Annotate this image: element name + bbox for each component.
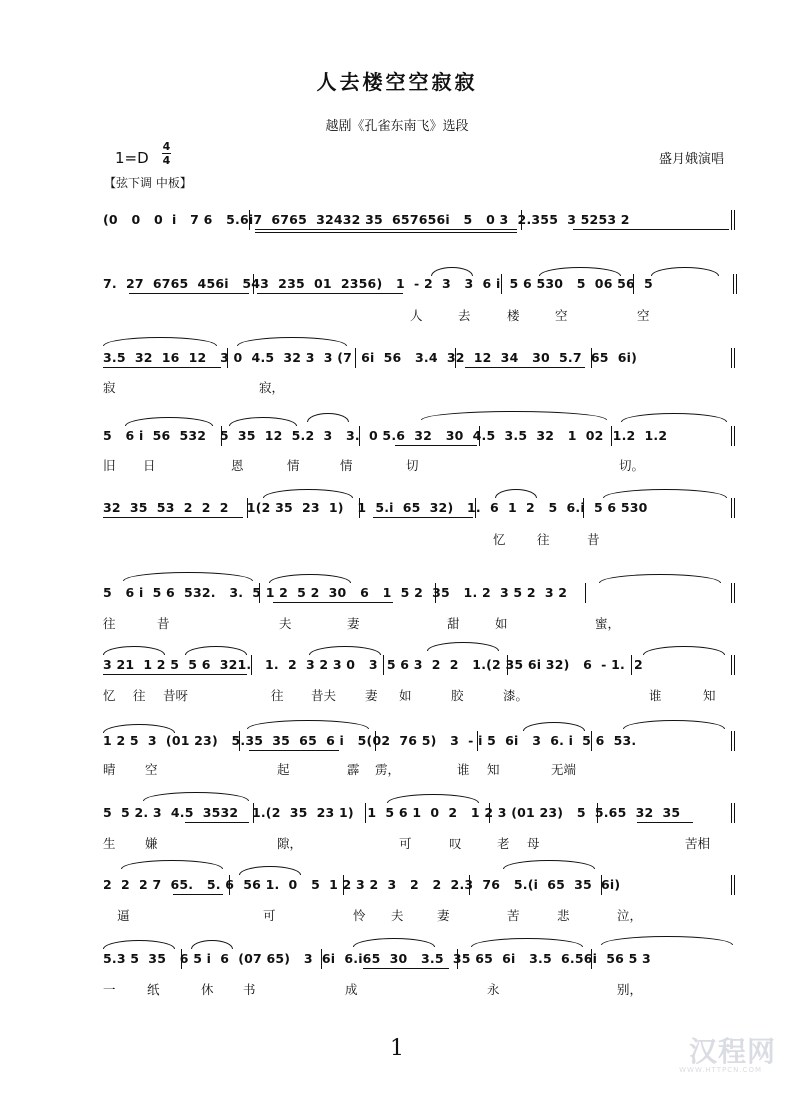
bar-lines-row-3: [103, 345, 737, 371]
bar-line: [591, 348, 592, 368]
bar-line: [359, 426, 360, 446]
lyric-char: 妻: [347, 616, 360, 631]
lyrics-row-5: [103, 530, 737, 546]
lyrics-row-10: [103, 906, 737, 922]
lyric-char: 雳，: [375, 762, 401, 777]
notation-line: 3 21 1 2 5 5 6 321. 1. 2 3 2 3 0 3 5 6 3 2 2 1.(2 35 6i 32) 6 - 1. 2: [103, 657, 643, 672]
lyric-char: 切: [406, 458, 419, 473]
bar-line: [229, 875, 230, 895]
lyric-char: 妻: [365, 688, 378, 703]
bar-line: [611, 426, 612, 446]
slur-mark: [387, 794, 479, 803]
lyric-char: 胶: [451, 688, 464, 703]
bar-lines-row-8: [103, 728, 737, 754]
slur-mark: [269, 574, 351, 583]
lyric-char: 怜: [353, 908, 366, 923]
lyric-char: 甜: [447, 616, 460, 631]
bar-line: [583, 498, 584, 518]
lyric-char: 昔夫: [311, 688, 337, 703]
lyric-char: 夫: [391, 908, 404, 923]
notation-line: 1 2 5 3 (01 23) 5.35 35 65 6 i 5(02 76 5) 3 - i 5 6i 3 6. i 5 6 53.: [103, 733, 637, 748]
slur-mark: [103, 724, 175, 733]
singer-credit: 盛月娥演唱: [658, 152, 724, 167]
lyric-char: 昔: [157, 616, 170, 631]
lyric-char: 纸: [147, 982, 160, 997]
slur-mark: [123, 572, 253, 581]
lyric-char: 谁: [457, 762, 470, 777]
bar-line: [247, 498, 248, 518]
beam-underline: [637, 822, 693, 823]
lyric-char: 空: [145, 762, 158, 777]
slur-mark: [263, 489, 353, 498]
bar-line: [469, 875, 470, 895]
bar-line: [253, 274, 254, 294]
notation-line: 7. 27 6765 456i 543 235 01 2356) 1 - 2 3 3 6 i 5 6 530 5 06 56 5: [103, 276, 653, 291]
lyric-char: 忆: [103, 688, 116, 703]
slur-mark: [523, 722, 585, 731]
lyric-char: 可: [399, 836, 412, 851]
slur-mark: [539, 267, 621, 276]
lyric-char: 霹: [347, 762, 360, 777]
beam-underline: [103, 367, 221, 368]
lyric-char: 知: [703, 688, 716, 703]
slur-mark: [309, 646, 381, 655]
bar-line: [457, 949, 458, 969]
lyric-char: 人: [410, 308, 423, 323]
bar-line: [343, 875, 344, 895]
bar-line-end: [731, 348, 735, 368]
key-signature: 1=D: [115, 149, 149, 167]
bar-line-end: [731, 210, 735, 230]
lyric-char: 寂: [103, 380, 116, 395]
score-title: 人去楼空空寂寂: [316, 70, 478, 94]
bar-lines-row-2: [103, 271, 737, 297]
lyrics-row-6: [103, 614, 737, 630]
bar-line: [633, 274, 634, 294]
bar-line: [477, 731, 478, 751]
beam-underline: [363, 968, 449, 969]
slur-mark: [143, 792, 249, 801]
lyric-char: 夫: [279, 616, 292, 631]
lyric-char: 往: [103, 616, 116, 631]
bar-line: [239, 731, 240, 751]
bar-lines-row-1: [103, 207, 737, 233]
beam-underline: [103, 674, 247, 675]
lyric-char: 昔: [587, 532, 600, 547]
time-signature: [162, 141, 171, 166]
bar-line-end: [731, 875, 735, 895]
lyric-char: 旧: [103, 458, 116, 473]
page-number: 1: [390, 1036, 404, 1061]
lyric-char: 谁: [649, 688, 662, 703]
lyric-char: 可: [263, 908, 276, 923]
bar-line: [435, 583, 436, 603]
tempo-marking: 【弦下调 中板】: [104, 176, 192, 190]
beam-underline: [255, 232, 517, 233]
beam-underline: [395, 445, 477, 446]
slur-mark: [503, 860, 595, 869]
bar-line-end: [731, 803, 735, 823]
beam-underline: [185, 822, 249, 823]
bar-line: [489, 803, 490, 823]
beam-underline: [129, 293, 249, 294]
bar-lines-row-4: [103, 423, 737, 449]
watermark-url: WWW.HTTPCN.COM: [679, 1066, 762, 1074]
lyric-char: 忆: [493, 532, 506, 547]
bar-line: [597, 803, 598, 823]
bar-line-end: [731, 426, 735, 446]
bar-line: [501, 274, 502, 294]
beam-underline: [273, 602, 393, 603]
lyric-char: 一: [103, 982, 116, 997]
slur-mark: [603, 489, 727, 498]
notation-line: 5.3 5 35 6 5 i 6 (07 65) 3 6i 6.i65 30 3.5 35 65 6i 3.5 6.56i 56 5 3: [103, 951, 651, 966]
bar-line: [321, 949, 322, 969]
bar-line: [591, 949, 592, 969]
beam-underline: [573, 229, 729, 230]
slur-mark: [103, 337, 217, 346]
lyrics-row-11: [103, 980, 737, 996]
notation-line: 32 35 53 2 2 2 1(2 35 23 1) 1 5.i 65 32) 1. 6 1 2 5 6.i 5 6 530: [103, 500, 648, 515]
slur-mark: [237, 337, 347, 346]
slur-mark: [421, 411, 607, 420]
lyric-char: 逼: [117, 908, 130, 923]
lyrics-row-9: [103, 834, 737, 850]
lyric-char: 泣，: [617, 908, 643, 923]
bar-line: [507, 655, 508, 675]
lyric-char: 往: [133, 688, 146, 703]
lyric-char: 休: [201, 982, 214, 997]
bar-lines-row-6: [103, 580, 737, 606]
slur-mark: [651, 267, 719, 276]
slur-mark: [103, 646, 165, 655]
lyric-char: 情: [287, 458, 300, 473]
slur-mark: [643, 646, 725, 655]
slur-mark: [229, 417, 297, 426]
slur-mark: [103, 940, 175, 949]
beam-underline: [465, 367, 585, 368]
lyric-char: 苦相: [685, 836, 711, 851]
lyric-char: 老: [497, 836, 510, 851]
lyric-char: 书: [243, 982, 256, 997]
bar-line-end: [731, 731, 735, 751]
beam-underline: [373, 517, 473, 518]
bar-line: [383, 655, 384, 675]
notation-line: (0 0 0 i 7 6 5.6i7 6765 32432 35 657656i 5 0 3 2.355 3 5253 2: [103, 212, 630, 227]
lyric-char: 空: [637, 308, 650, 323]
lyric-char: 知: [487, 762, 500, 777]
slur-mark: [191, 940, 233, 949]
lyric-char: 如: [399, 688, 412, 703]
slur-mark: [431, 267, 473, 276]
bar-line-end: [731, 498, 735, 518]
bar-lines-row-7: [103, 652, 737, 678]
bar-line: [359, 498, 360, 518]
beam-underline: [249, 750, 339, 751]
slur-mark: [495, 489, 537, 498]
slur-mark: [307, 413, 349, 422]
lyric-char: 生: [103, 836, 116, 851]
slur-mark: [471, 938, 583, 947]
bar-line: [259, 583, 260, 603]
bar-line: [479, 426, 480, 446]
bar-line: [521, 210, 522, 230]
lyric-char: 如: [495, 616, 508, 631]
bar-line-end: [731, 583, 735, 603]
lyrics-row-3: [103, 378, 737, 394]
bar-lines-row-9: [103, 800, 737, 826]
slur-mark: [599, 574, 721, 583]
notation-line: 5 5 2. 3 4.5 3532 1.(2 35 23 1) 1 5 6 1 0 2 1 2 3 (01 23) 5 5.65 32 35: [103, 805, 681, 820]
slur-mark: [601, 936, 733, 945]
lyric-char: 漆。: [503, 688, 529, 703]
lyric-char: 切。: [619, 458, 645, 473]
bar-line: [249, 210, 250, 230]
lyric-char: 妻: [437, 908, 450, 923]
bar-lines-row-11: [103, 946, 737, 972]
bar-line: [355, 348, 356, 368]
lyric-char: 日: [143, 458, 156, 473]
beam-underline: [255, 229, 517, 230]
slur-mark: [623, 720, 725, 729]
beam-underline: [173, 894, 223, 895]
lyrics-row-4: [103, 456, 737, 472]
bar-line: [585, 583, 586, 603]
lyric-char: 楼: [507, 308, 520, 323]
lyric-char: 蜜，: [595, 616, 621, 631]
lyric-char: 叹: [449, 836, 462, 851]
slur-mark: [621, 413, 727, 422]
notation-line: 5 6 i 5 6 532. 3. 5 1 2 5 2 30 6 1 5 2 35 1. 2 3 5 2 3 2: [103, 585, 568, 600]
bar-line-end: [733, 274, 737, 294]
lyrics-row-2: [103, 306, 737, 322]
lyrics-row-7: [103, 686, 737, 702]
lyrics-row-8: [103, 760, 737, 776]
notation-line: 5 6 i 56 532 5 35 12 5.2 3 3. 0 5.6 32 30 4.5 3.5 32 1 02 1.2 1.2: [103, 428, 668, 443]
slur-mark: [185, 646, 247, 655]
lyric-char: 起: [277, 762, 290, 777]
lyric-char: 去: [458, 308, 471, 323]
lyric-char: 空: [555, 308, 568, 323]
beam-underline: [257, 293, 403, 294]
lyric-char: 恩: [231, 458, 244, 473]
bar-line-end: [731, 655, 735, 675]
notation-line: 2 2 2 7 65. 5. 6 56 1. 0 5 1 2 3 2 3 2 2 2.3 76 5.(i 65 35 6i): [103, 877, 621, 892]
lyric-char: 无端: [551, 762, 577, 777]
slur-mark: [247, 720, 369, 729]
lyric-char: 母: [527, 836, 540, 851]
bar-line: [227, 348, 228, 368]
lyric-char: 成: [345, 982, 358, 997]
watermark-logo: 汉程网: [688, 1035, 776, 1068]
lyric-char: 昔呀: [163, 688, 189, 703]
lyric-char: 别，: [617, 982, 643, 997]
bar-line: [601, 875, 602, 895]
bar-line: [365, 803, 366, 823]
score-subtitle: 越剧《孔雀东南飞》选段: [325, 119, 469, 134]
slur-mark: [239, 866, 301, 875]
lyric-char: 寂，: [259, 380, 285, 395]
bar-line: [455, 348, 456, 368]
lyric-char: 嫌: [145, 836, 158, 851]
bar-line: [591, 731, 592, 751]
bar-lines-row-10: [103, 872, 737, 898]
slur-mark: [353, 938, 435, 947]
lyric-char: 苦: [507, 908, 520, 923]
bar-line: [181, 949, 182, 969]
bar-lines-row-5: [103, 495, 737, 521]
beam-underline: [103, 517, 243, 518]
lyric-char: 悲: [557, 908, 570, 923]
bar-line: [221, 426, 222, 446]
notation-line: 3.5 32 16 12 3 0 4.5 32 3 3 (7 6i 56 3.4 32 12 34 30 5.7 65 6i): [103, 350, 638, 365]
lyric-char: 晴: [103, 762, 116, 777]
lyric-char: 情: [340, 458, 353, 473]
bar-line: [631, 655, 632, 675]
bar-line: [475, 498, 476, 518]
bar-line: [253, 803, 254, 823]
lyric-char: 隙，: [277, 836, 303, 851]
bar-line: [251, 655, 252, 675]
slur-mark: [427, 642, 499, 651]
meter-bottom: 4: [162, 154, 171, 167]
bar-line: [375, 731, 376, 751]
lyric-char: 往: [271, 688, 284, 703]
lyric-char: 永: [487, 982, 500, 997]
slur-mark: [121, 860, 223, 869]
lyric-char: 往: [537, 532, 550, 547]
meter-top: 4: [162, 140, 171, 153]
slur-mark: [125, 417, 213, 426]
